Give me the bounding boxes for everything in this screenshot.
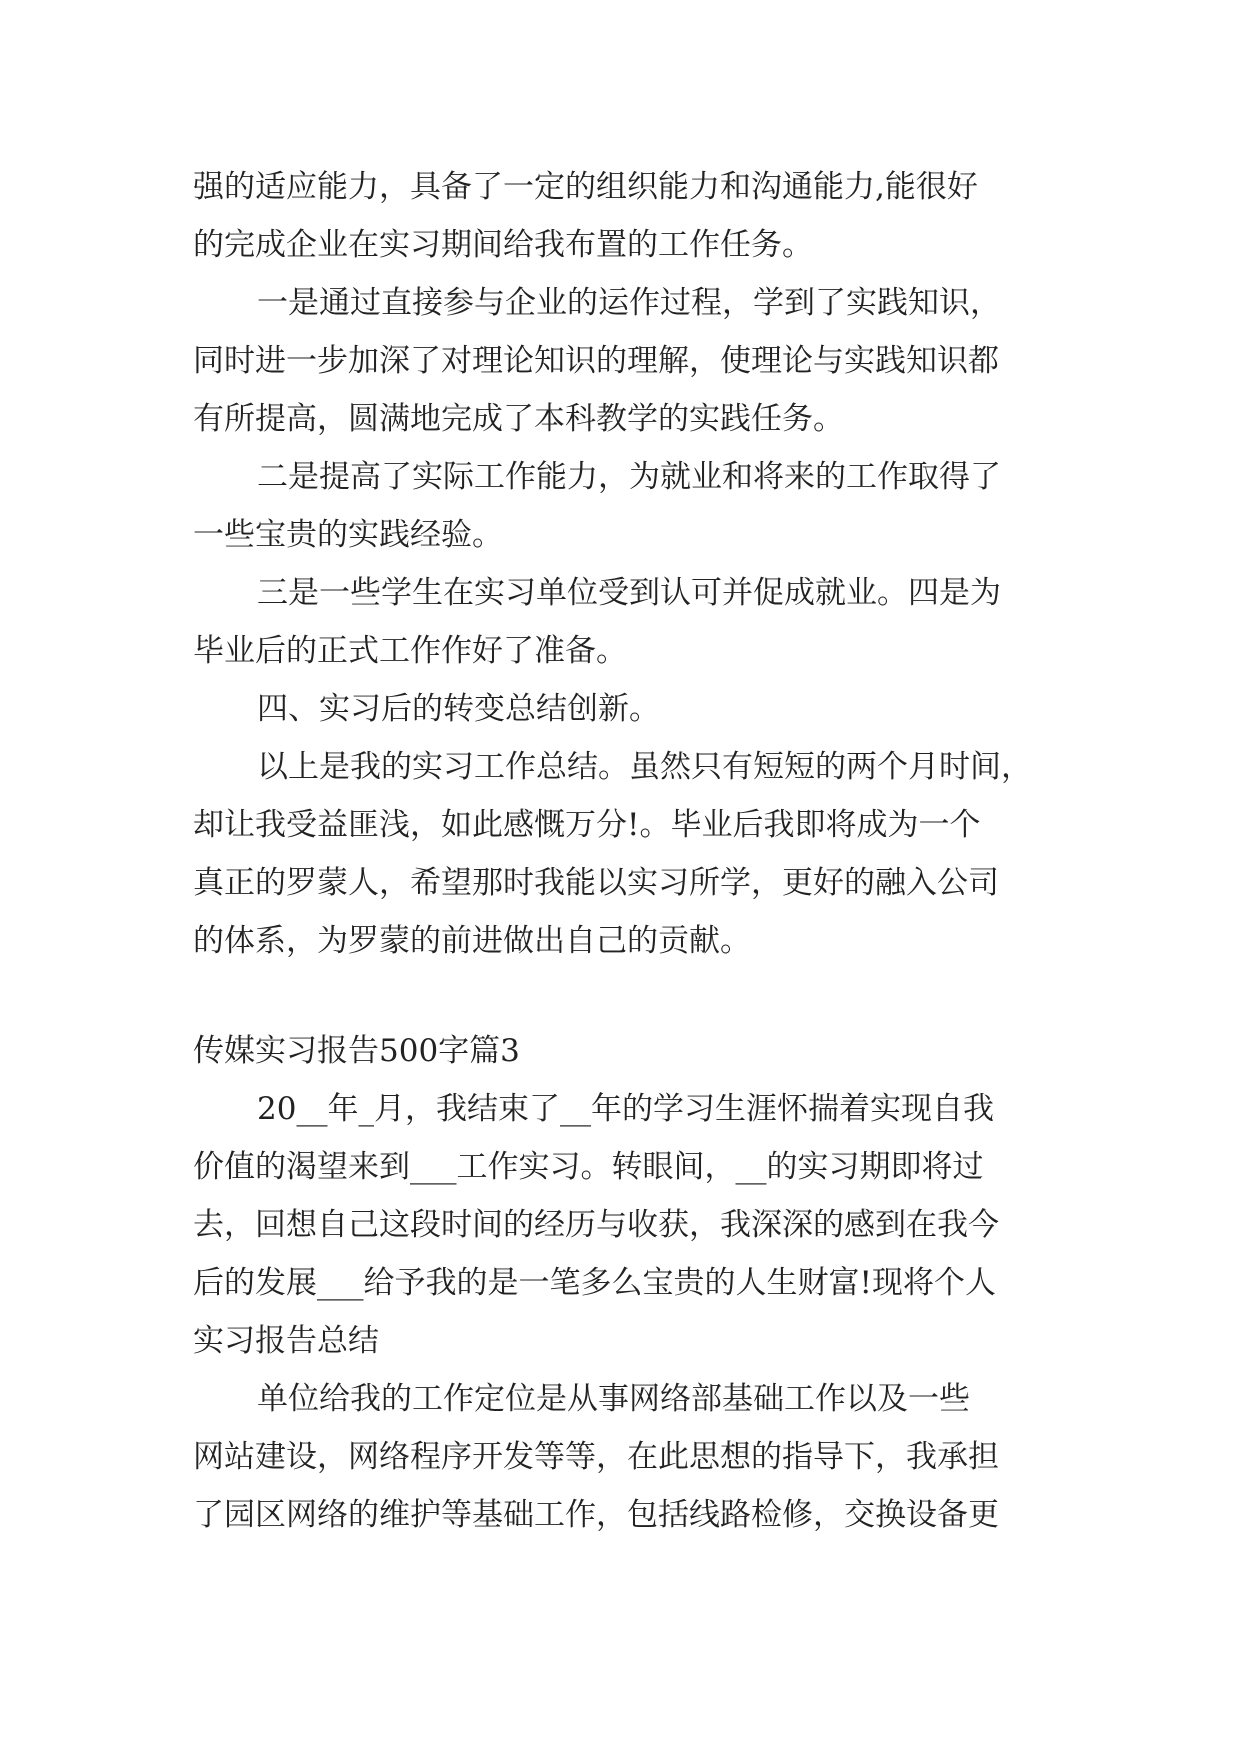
- text-line: 却让我受益匪浅，如此感慨万分!。毕业后我即将成为一个: [193, 807, 981, 843]
- text-line: 后的发展___给予我的是一笔多么宝贵的人生财富!现将个人: [193, 1265, 996, 1301]
- text-line: 真正的罗蒙人，希望那时我能以实习所学，更好的融入公司: [193, 865, 999, 901]
- text-line: 一些宝贵的实践经验。: [193, 517, 503, 553]
- text-line: 毕业后的正式工作作好了准备。: [193, 633, 627, 669]
- text-line: 的完成企业在实习期间给我布置的工作任务。: [193, 227, 813, 263]
- text-line: 同时进一步加深了对理论知识的理解，使理论与实践知识都: [193, 343, 999, 379]
- text-line: 单位给我的工作定位是从事网络部基础工作以及一些: [257, 1381, 970, 1417]
- text-line: 去，回想自己这段时间的经历与收获，我深深的感到在我今: [193, 1207, 999, 1243]
- text-line: 有所提高，圆满地完成了本科教学的实践任务。: [193, 401, 844, 437]
- text-line: 一是通过直接参与企业的运作过程，学到了实践知识，: [257, 285, 1001, 321]
- section-2-body: [193, 1080, 1063, 1544]
- text-line: 了园区网络的维护等基础工作，包括线路检修，交换设备更: [193, 1497, 999, 1533]
- text-line: 二是提高了实际工作能力，为就业和将来的工作取得了: [257, 459, 1001, 495]
- text-line: 实习报告总结: [193, 1323, 379, 1359]
- text-line: 强的适应能力，具备了一定的组织能力和沟通能力,能很好: [193, 169, 978, 205]
- section-1-body: [193, 158, 1063, 970]
- section-2-heading: 传媒实习报告500字篇3: [193, 1033, 520, 1069]
- text-line: 价值的渴望来到___工作实习。转眼间，__的实习期即将过: [193, 1149, 984, 1185]
- text-line: 的体系，为罗蒙的前进做出自己的贡献。: [193, 923, 751, 959]
- text-line: 四、实习后的转变总结创新。: [257, 691, 660, 727]
- text-line: 三是一些学生在实习单位受到认可并促成就业。四是为: [257, 575, 1001, 611]
- text-line: 以上是我的实习工作总结。虽然只有短短的两个月时间，: [257, 749, 1032, 785]
- text-line: 网站建设，网络程序开发等等，在此思想的指导下，我承担: [193, 1439, 999, 1475]
- text-line: 20__年_月，我结束了__年的学习生涯怀揣着实现自我: [257, 1091, 994, 1127]
